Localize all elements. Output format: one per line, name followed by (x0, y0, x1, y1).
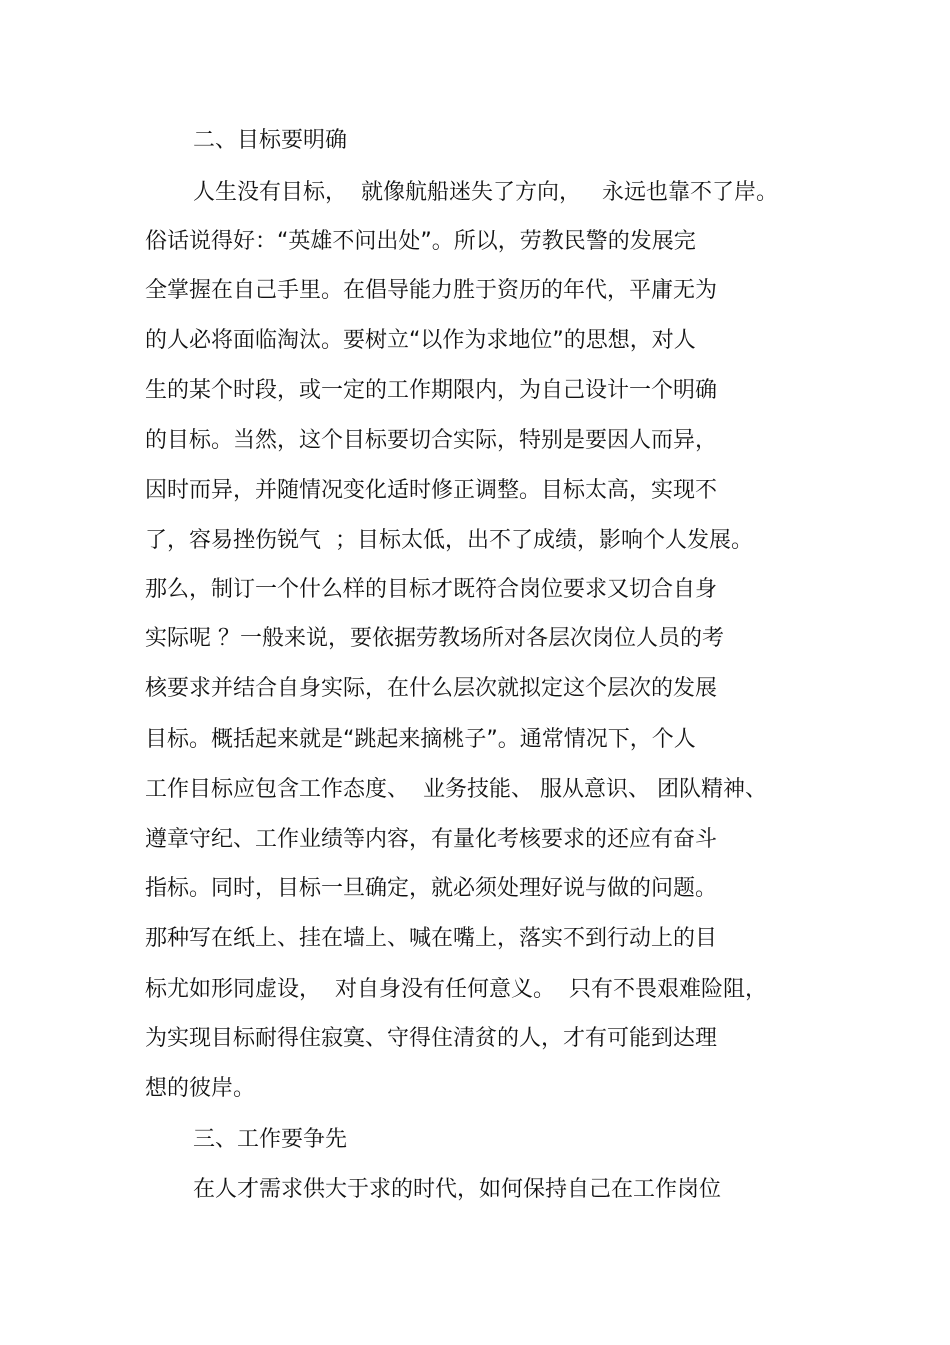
paragraph-line: 想的彼岸。 (145, 1076, 256, 1101)
paragraph-line: 标尤如形同虚设， 对自身没有任何意义。 只有不畏艰难险阻， (145, 977, 767, 1002)
paragraph-line: 实际呢 ？一般来说，要依据劳教场所对各层次岗位人员的考 (145, 626, 724, 651)
paragraph-line: 俗话说得好：“英雄不问出处”。所以，劳教民警的发展完 (145, 229, 696, 254)
paragraph-line: 了，容易挫伤锐气 ；目标太低，出不了成绩，影响个人发展。 (145, 528, 753, 553)
paragraph-line: 全掌握在自己手里。在倡导能力胜于资历的年代，平庸无为 (145, 278, 718, 303)
paragraph-line: 的人必将面临淘汰。要树立“以作为求地位”的思想，对人 (145, 328, 696, 353)
paragraph-line: 那么，制订一个什么样的目标才既符合岗位要求又切合自身 (145, 577, 718, 602)
paragraph-line: 核要求并结合自身实际，在什么层次就拟定这个层次的发展 (145, 676, 718, 701)
paragraph-line: 目标。概括起来就是“跳起来摘桃子”。通常情况下，个人 (145, 727, 696, 752)
paragraph-line: 工作目标应包含工作态度、 业务技能、 服从意识、 团队精神、 (145, 777, 767, 802)
paragraph-line: 遵章守纪、工作业绩等内容，有量化考核要求的还应有奋斗 (145, 827, 718, 852)
paragraph-line: 因时而异，并随情况变化适时修正调整。目标太高，实现不 (145, 478, 718, 503)
paragraph-line: 指标。同时，目标一旦确定，就必须处理好说与做的问题。 (145, 876, 718, 901)
section-heading-goal: 二、目标要明确 (193, 128, 348, 153)
paragraph-line: 那种写在纸上、挂在墙上、喊在嘴上，落实不到行动上的目 (145, 926, 718, 951)
paragraph-line: 在人才需求供大于求的时代，如何保持自己在工作岗位 (193, 1177, 722, 1202)
paragraph-line: 为实现目标耐得住寂寞、守得住清贫的人，才有可能到达理 (145, 1026, 718, 1051)
paragraph-line: 生的某个时段，或一定的工作期限内，为自己设计一个明确 (145, 378, 718, 403)
paragraph-line: 的目标。当然，这个目标要切合实际，特别是要因人而异， (145, 428, 718, 453)
section-heading-work: 三、工作要争先 (193, 1127, 348, 1152)
paragraph-line: 人生没有目标， 就像航船迷失了方向， 永远也靠不了岸。 (193, 180, 778, 205)
